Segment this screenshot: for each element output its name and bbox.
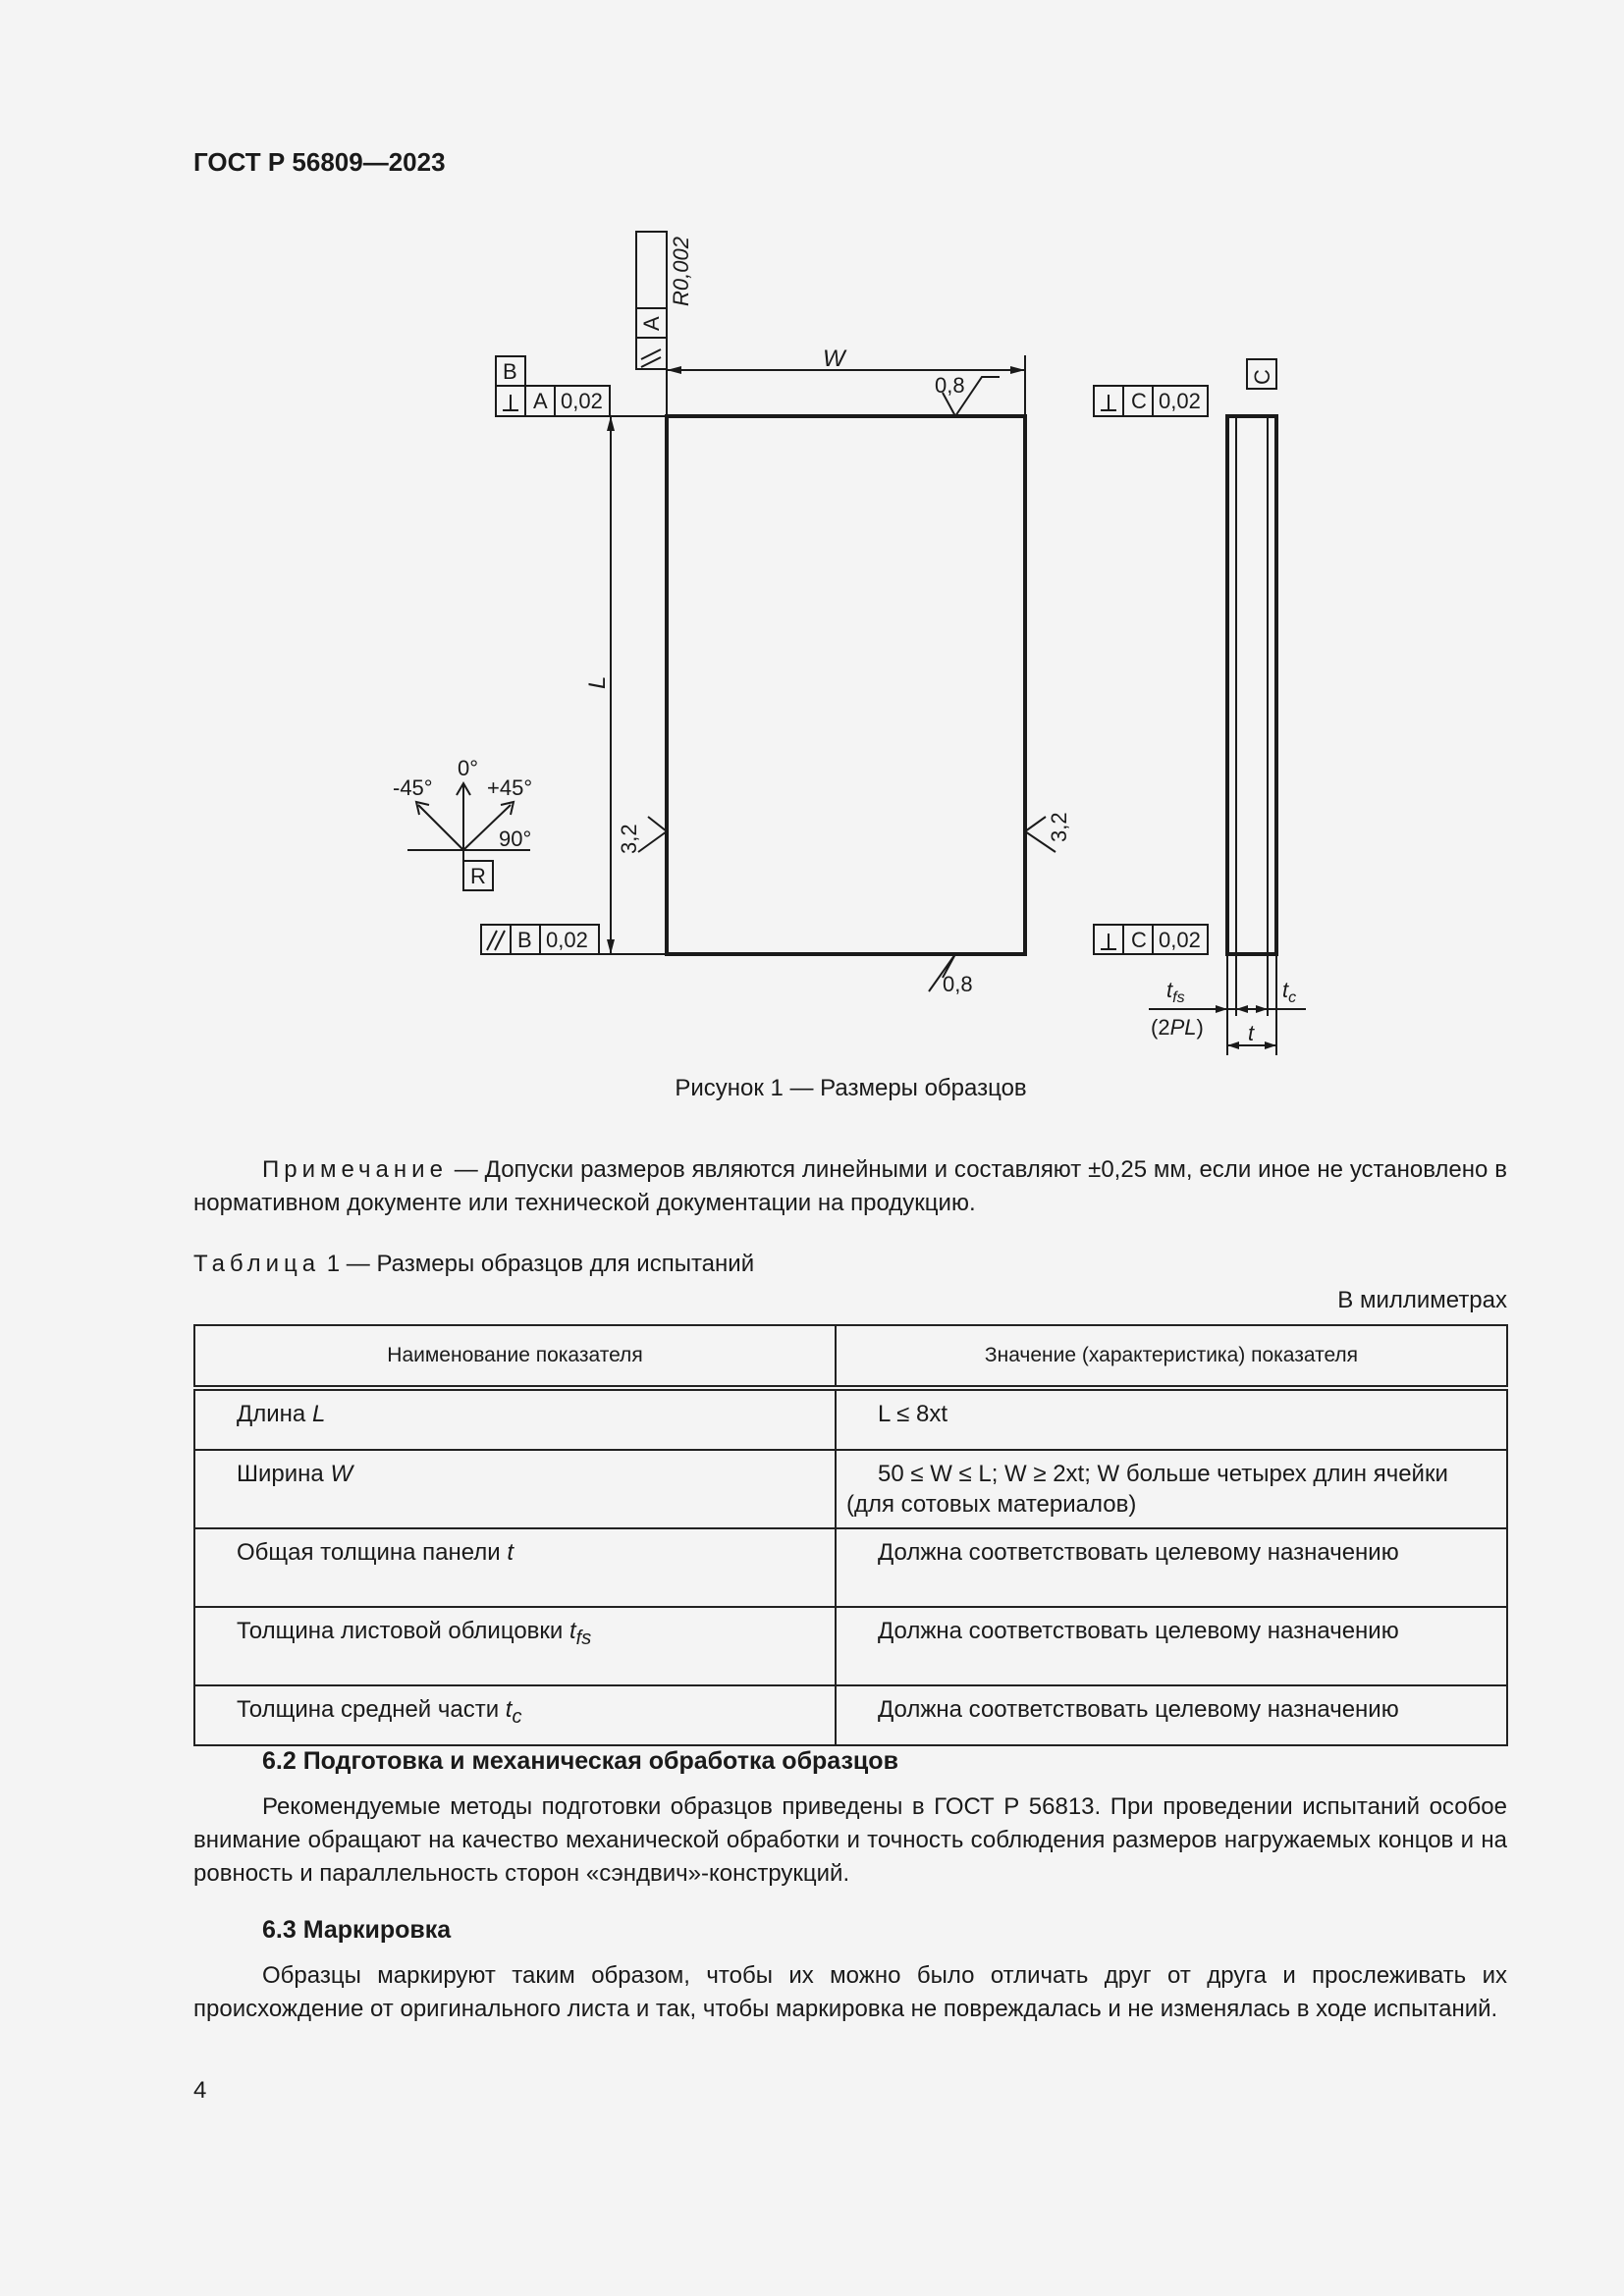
- ply-axis-m45: [418, 805, 463, 850]
- label-tol-top-left: 0,02: [561, 389, 603, 413]
- label-t-fs: $t_{fs}$: [1166, 978, 1185, 1006]
- label-angle-p45: +45°: [487, 775, 533, 800]
- label-angle-0: 0°: [458, 756, 479, 780]
- label-datum-A: A: [533, 389, 548, 413]
- section-6-2-title: 6.2 Подготовка и механическая обработка образцов: [262, 1747, 898, 1775]
- row-name: Общая толщина панели t: [194, 1528, 836, 1607]
- specimen-size-table: [193, 1324, 1508, 1746]
- row-name: Ширина W: [194, 1450, 836, 1528]
- table-title: 1 — Размеры образцов для испытаний: [320, 1251, 755, 1277]
- label-R-roughness: R0,002: [669, 237, 693, 306]
- label-roughness-left: 3,2: [617, 824, 641, 854]
- table-row: [194, 1685, 1507, 1745]
- label-L: L: [584, 675, 611, 689]
- label-W: W: [823, 346, 845, 372]
- label-roughness-bottom: 0,8: [943, 972, 973, 996]
- table-row: [194, 1388, 1507, 1450]
- table-row: [194, 1528, 1507, 1607]
- label-angle-m45: -45°: [393, 775, 433, 800]
- label-datum-C-bottom: C: [1131, 928, 1147, 952]
- note-paragraph: [193, 1153, 1507, 1220]
- specimen-side-outline: [1227, 416, 1276, 954]
- label-tol-top-right: 0,02: [1159, 389, 1201, 413]
- figure-caption: Рисунок 1 — Размеры образцов: [675, 1075, 1027, 1101]
- label-t-c: $t_c$: [1282, 978, 1297, 1006]
- document-header: ГОСТ Р 56809—2023: [193, 147, 446, 177]
- label-tol-bottom-right: 0,02: [1159, 928, 1201, 952]
- table-label: Таблица: [193, 1251, 321, 1277]
- row-name: Толщина листовой облицовки $t_{fs}$: [194, 1607, 836, 1685]
- label-datum-B-bottom: B: [517, 928, 532, 952]
- table-units: В миллиметрах: [1337, 1287, 1507, 1313]
- table-caption: [193, 1251, 754, 1278]
- label-roughness-top: 0,8: [935, 373, 965, 398]
- header-value: Значение (характеристика) показателя: [836, 1325, 1507, 1388]
- label-t: t: [1248, 1021, 1255, 1045]
- row-value: L ≤ 8xt: [836, 1388, 1507, 1450]
- label-datum-C-box: C: [1250, 369, 1274, 385]
- label-plies: (2PL): [1151, 1015, 1204, 1040]
- label-datum-R: R: [470, 864, 486, 888]
- section-6-3-text: Образцы маркируют таким образом, чтобы их можно было отличать друг от друга и прослеживать их происхождение от оригинального листа и так, чтобы маркировка не повреждалась и не изменялась в ходе испытаний.: [193, 1962, 1507, 2022]
- row-value: Должна соответствовать целевому назначению: [836, 1528, 1507, 1607]
- label-angle-90: 90°: [499, 827, 532, 851]
- page-number: 4: [193, 2077, 207, 2104]
- section-6-2-text: Рекомендуемые методы подготовки образцов приведены в ГОСТ Р 56813. При проведении испытаний особое внимание обращают на качество механической обработки и точность соблюдения размеров нагружаемых концов и на ровность и параллельность сторон «сэндвич»-конструкций.: [193, 1793, 1507, 1887]
- label-tol-bottom-left: 0,02: [546, 928, 588, 952]
- table-row: [194, 1607, 1507, 1685]
- label-roughness-right: 3,2: [1047, 812, 1071, 842]
- row-name: Толщина средней части $t_c$: [194, 1685, 836, 1745]
- row-value: Должна соответствовать целевому назначению: [836, 1607, 1507, 1685]
- specimen-face-outline: [667, 416, 1025, 954]
- specimen-dimension-drawing: [0, 0, 1624, 1080]
- label-datum-A-vertical: A: [639, 316, 664, 331]
- row-name: Длина L: [194, 1388, 836, 1450]
- table-row: [194, 1450, 1507, 1528]
- label-datum-B: B: [503, 359, 517, 384]
- label-datum-C-top: C: [1131, 389, 1147, 413]
- section-6-3-title: 6.3 Маркировка: [262, 1916, 452, 1944]
- table-header-row: [194, 1325, 1507, 1388]
- note-label: Примечание: [262, 1156, 448, 1183]
- row-value: Должна соответствовать целевому назначению: [836, 1685, 1507, 1745]
- header-name: Наименование показателя: [194, 1325, 836, 1388]
- note-text: — Допуски размеров являются линейными и составляют ±0,25 мм, если иное не установлено в нормативном документе или технической документации на продукцию.: [193, 1156, 1507, 1216]
- row-value: 50 ≤ W ≤ L; W ≥ 2xt; W больше четырех длин ячейки (для сотовых материалов): [836, 1450, 1507, 1528]
